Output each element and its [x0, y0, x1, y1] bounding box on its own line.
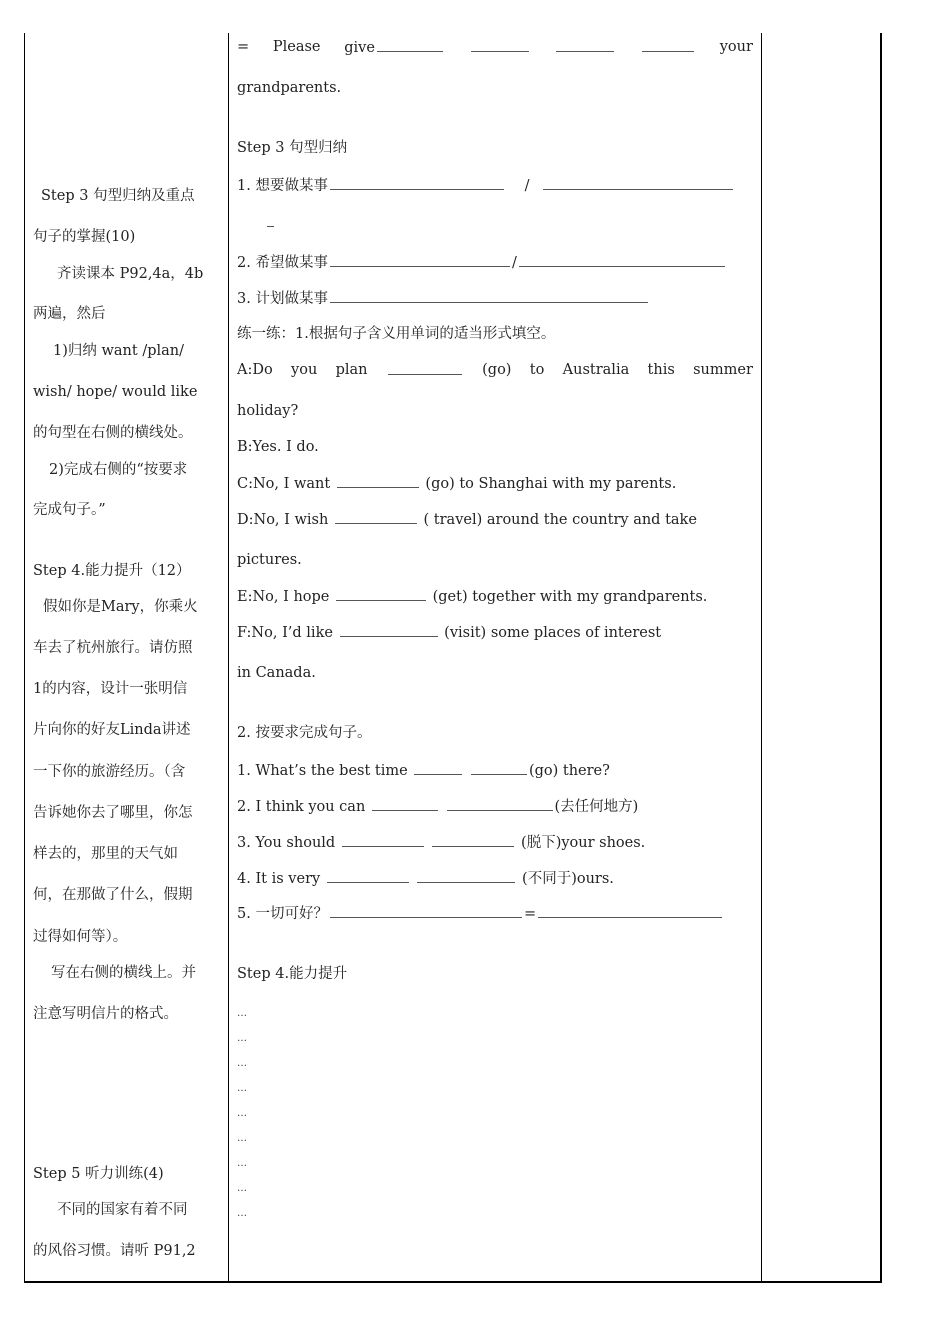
blank[interactable] — [330, 252, 510, 267]
question-a: A:Do you plan (go) to Australia this summer — [237, 362, 753, 378]
left-step4-p1: 假如你是Mary，你乘火 — [43, 599, 198, 615]
blank[interactable] — [388, 360, 462, 375]
left-step4-p6: 告诉她你去了哪里，你怎 — [33, 805, 193, 821]
blank[interactable] — [471, 37, 529, 52]
dot-line: … — [237, 1108, 247, 1119]
answer-f: F:No, I’d like (visit) some places of interest — [237, 622, 753, 643]
left-step4-p11: 注意写明信片的格式。 — [33, 1006, 178, 1022]
blank[interactable] — [336, 586, 426, 601]
writing-area[interactable] — [237, 1001, 247, 1226]
part2-title: 2. 按要求完成句子。 — [237, 725, 372, 741]
dot-line: … — [237, 1183, 247, 1194]
word-please: Please — [272, 39, 321, 55]
left-step3-line1: Step 3 句型归纳及重点 — [41, 188, 195, 204]
question-3: 3. You should (脱下)your shoes. — [237, 832, 645, 853]
dot-line: … — [237, 1083, 247, 1094]
left-step3-p1: 齐读课本 P92,4a，4b — [57, 266, 204, 282]
answer-f-cont: in Canada. — [237, 665, 316, 681]
step4-title: Step 4.能力提升 — [237, 966, 348, 982]
blank[interactable] — [414, 760, 462, 775]
left-step4-p7: 样去的，那里的天气如 — [33, 846, 178, 862]
blank[interactable] — [471, 760, 527, 775]
blank[interactable] — [327, 868, 409, 883]
blank[interactable] — [447, 796, 553, 811]
blank[interactable] — [417, 868, 515, 883]
word-your: your — [719, 39, 753, 55]
answer-e: E:No, I hope (get) together with my grandparents. — [237, 586, 707, 607]
left-step3-p2: 两遍，然后 — [33, 306, 106, 322]
question-5: 5. 一切可好？ = — [237, 903, 724, 924]
sentence-pattern-1: 1. 想要做某事 / — [237, 175, 753, 196]
left-step3-p4: wish/ hope/ would like — [33, 384, 198, 400]
blank[interactable] — [335, 509, 417, 524]
line-please-give — [237, 37, 753, 58]
left-step4-p9: 过得如何等）。 — [33, 929, 128, 945]
dot-line: … — [237, 1008, 247, 1019]
blank[interactable] — [340, 622, 438, 637]
blank[interactable] — [543, 175, 733, 190]
question-4: 4. It is very (不同于)ours. — [237, 868, 614, 889]
step3-title: Step 3 句型归纳 — [237, 140, 348, 156]
blank[interactable] — [377, 37, 443, 52]
left-step4-p3: 1的内容，设计一张明信 — [33, 681, 188, 697]
left-step3-p5: 的句型在右侧的横线处。 — [33, 425, 193, 441]
left-step3-p6: 2)完成右侧的“按要求 — [49, 462, 188, 478]
dot-line: … — [237, 1133, 247, 1144]
question-a-cont: holiday? — [237, 403, 299, 419]
blank[interactable] — [519, 252, 725, 267]
blank[interactable] — [538, 903, 722, 918]
practice-heading: 练一练：1.根据句子含义用单词的适当形式填空。 — [237, 326, 556, 342]
table-frame — [24, 33, 882, 1283]
left-step4-p2: 车去了杭州旅行。请仿照 — [33, 640, 193, 656]
answer-c: C:No, I want (go) to Shanghai with my parents. — [237, 473, 676, 494]
equals-sign: = — [237, 39, 250, 55]
dot-line: … — [237, 1058, 247, 1069]
question-2: 2. I think you can (去任何地方) — [237, 796, 638, 817]
dash-mark — [265, 213, 276, 233]
line-grandparents: grandparents. — [237, 80, 342, 96]
blank[interactable] — [372, 796, 438, 811]
left-step4-p10: 写在右侧的横线上。并 — [51, 965, 196, 981]
blank[interactable] — [432, 832, 514, 847]
dot-line: … — [237, 1208, 247, 1219]
dot-line: … — [237, 1033, 247, 1044]
answer-d-cont: pictures. — [237, 552, 302, 568]
column-divider-left — [228, 33, 229, 1283]
blank[interactable] — [330, 288, 648, 303]
left-step4-p8: 何，在那做了什么，假期 — [33, 887, 193, 903]
answer-d: D:No, I wish ( travel) around the country and take — [237, 509, 753, 530]
left-step4-p4: 片向你的好友Linda讲述 — [33, 722, 191, 738]
left-step4-title: Step 4.能力提升（12） — [33, 563, 191, 579]
column-divider-right — [761, 33, 762, 1283]
sentence-pattern-2: 2. 希望做某事 / — [237, 252, 753, 273]
blank[interactable] — [556, 37, 614, 52]
word-give: give — [344, 40, 375, 56]
blank[interactable] — [642, 37, 694, 52]
blank[interactable] — [337, 473, 419, 488]
left-step5-p2: 的风俗习惯。请听 P91,2 — [33, 1243, 196, 1259]
left-step3-line2: 句子的掌握(10) — [33, 229, 136, 245]
blank[interactable] — [330, 903, 522, 918]
question-1: 1. What’s the best time (go) there? — [237, 760, 610, 781]
left-step5-p1: 不同的国家有着不同 — [57, 1202, 188, 1218]
left-step3-p7: 完成句子。” — [33, 502, 106, 518]
left-step5-title: Step 5 听力训练(4) — [33, 1166, 164, 1182]
blank[interactable] — [330, 175, 504, 190]
sentence-pattern-3: 3. 计划做某事 — [237, 288, 650, 309]
blank[interactable] — [342, 832, 424, 847]
left-step3-p3: 1)归纳 want /plan/ — [53, 343, 184, 359]
answer-b: B:Yes. I do. — [237, 439, 319, 455]
dot-line: … — [237, 1158, 247, 1169]
left-step4-p5: 一下你的旅游经历。（含 — [33, 764, 186, 780]
